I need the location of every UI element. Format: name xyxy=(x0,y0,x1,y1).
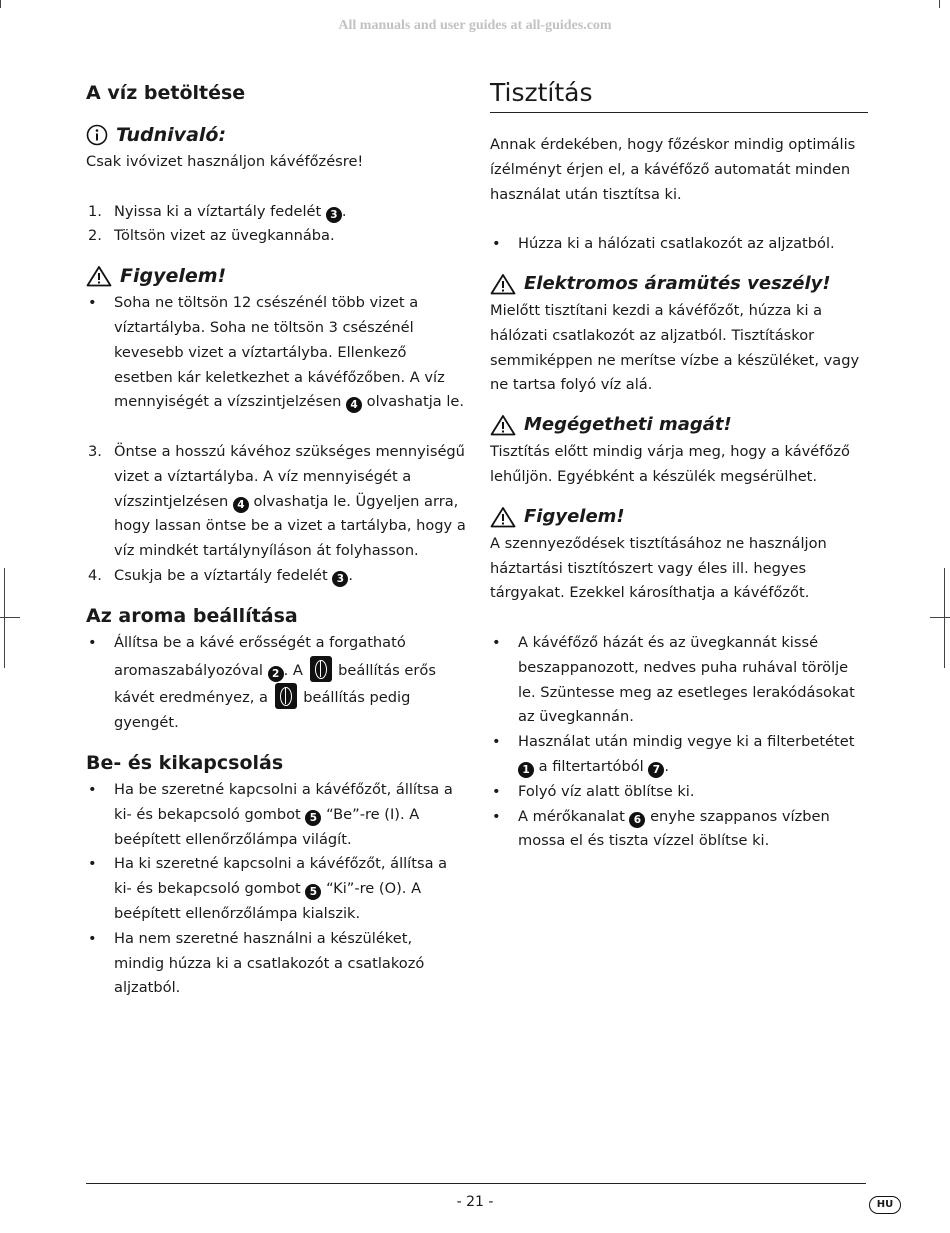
aroma-list xyxy=(86,631,466,736)
list-item xyxy=(86,631,466,736)
aroma-text: . A xyxy=(283,661,303,679)
crop-mark xyxy=(0,0,1,8)
bullet: • xyxy=(88,294,97,312)
warning-note-heading xyxy=(86,261,466,291)
unplug-list xyxy=(490,232,868,257)
list-item xyxy=(490,631,868,730)
warning-icon xyxy=(86,265,112,287)
coffee-bean-strong-icon xyxy=(310,656,332,682)
reference-number: 4 xyxy=(233,497,249,513)
language-badge: HU xyxy=(869,1196,901,1214)
cleaning-text: Használat után mindig vegye ki a filterbetétet xyxy=(518,733,855,751)
list-item xyxy=(86,291,466,415)
step-number: 4. xyxy=(88,566,102,584)
power-text: Ha ki szeretné kapcsolni a kávéfőzőt, állítsa a ki- és bekapcsoló gombot xyxy=(114,855,448,898)
list-item xyxy=(86,927,466,1001)
power-text: Ha nem szeretné használni a készüléket, mindig húzza ki a csatlakozót a csatlakozó aljzatból. xyxy=(114,929,425,997)
reference-number: 4 xyxy=(346,397,362,413)
caution-title: Figyelem! xyxy=(524,505,625,527)
shock-warning-text: Mielőtt tisztítani kezdi a kávéfőzőt, húzza ki a hálózati csatlakozót az aljzatból. Tisztításkor semmiképpen ne merítse vízbe a készüléket, vagy ne tartsa folyó víz alá. xyxy=(490,301,860,394)
cleaning-steps xyxy=(490,631,868,854)
section-title-cleaning: Tisztítás xyxy=(490,78,868,113)
list-item xyxy=(86,224,466,249)
power-text: “Ki”-re (O). A beépített ellenőrzőlámpa kialszik. xyxy=(114,880,422,922)
list-item xyxy=(86,440,466,564)
bullet: • xyxy=(492,807,501,825)
warning-note-title: Figyelem! xyxy=(120,265,227,288)
bullet: • xyxy=(492,235,501,253)
bullet: • xyxy=(492,633,501,651)
caution-heading xyxy=(490,502,868,532)
shock-warning-title: Elektromos áramütés veszély! xyxy=(524,272,831,294)
step-text-end: . xyxy=(348,566,353,584)
list-item xyxy=(86,564,466,589)
reference-number: 6 xyxy=(629,812,645,828)
water-steps-a xyxy=(86,200,466,250)
step-text: Nyissa ki a víztartály fedelét xyxy=(114,202,322,220)
reference-number: 3 xyxy=(332,571,348,587)
info-icon xyxy=(86,124,108,146)
crop-mark xyxy=(4,568,5,668)
step-text: Töltsön vizet az üvegkannába. xyxy=(114,227,335,245)
reference-number: 5 xyxy=(305,810,321,826)
section-heading-power: Be- és kikapcsolás xyxy=(86,751,284,774)
bullet: • xyxy=(492,733,501,751)
aroma-text: beállítás pedig gyengét. xyxy=(114,689,411,732)
list-item xyxy=(490,805,868,855)
list-item xyxy=(490,780,868,805)
crop-mark xyxy=(930,617,950,618)
shock-warning-heading xyxy=(490,269,868,299)
reference-number: 5 xyxy=(305,884,321,900)
footer-divider xyxy=(86,1183,866,1184)
list-item xyxy=(86,778,466,852)
aroma-text: beállítás erős kávét eredményez, a xyxy=(114,661,436,707)
info-note-heading xyxy=(86,120,466,150)
reference-number: 1 xyxy=(518,762,534,778)
cleaning-text: A mérőkanalat xyxy=(518,807,625,825)
cleaning-text: enyhe szappanos vízben mossa el és tiszta vízzel öblítse ki. xyxy=(518,807,830,850)
section-heading-water: A víz betöltése xyxy=(86,82,246,104)
step-text: Öntse a hosszú kávéhoz szükséges mennyiségű vizet a víztartályba. A víz mennyiségét a vízszintjelzésen xyxy=(114,442,465,510)
bullet: • xyxy=(88,633,97,651)
bullet: • xyxy=(88,929,97,947)
reference-number: 7 xyxy=(648,762,664,778)
step-text: Csukja be a víztartály fedelét xyxy=(114,566,328,584)
coffee-bean-mild-icon xyxy=(275,683,297,709)
left-column xyxy=(86,78,466,1001)
burn-warning-heading xyxy=(490,410,868,440)
burn-warning-text: Tisztítás előtt mindig várja meg, hogy a kávéfőző lehűljön. Egyébként a készülék megsérülhet. xyxy=(490,443,850,485)
unplug-text: Húzza ki a hálózati csatlakozót az aljzatból. xyxy=(518,235,835,253)
reference-number: 2 xyxy=(268,666,284,682)
bullet: • xyxy=(492,782,501,800)
warning-icon xyxy=(490,273,516,295)
list-item xyxy=(86,852,466,926)
step-number: 3. xyxy=(88,442,102,460)
water-steps-b xyxy=(86,440,466,589)
cleaning-intro: Annak érdekében, hogy főzéskor mindig optimális ízélményt érjen el, a kávéfőző automatát minden használat után tisztítsa ki. xyxy=(490,136,856,203)
list-item xyxy=(490,232,868,257)
warning-icon xyxy=(490,506,516,528)
burn-warning-title: Megégetheti magát! xyxy=(524,414,732,436)
power-text: “Be”-re (I). A beépített ellenőrzőlámpa világít. xyxy=(114,805,420,848)
cleaning-text: Folyó víz alatt öblítse ki. xyxy=(518,782,695,800)
info-note-title: Tudnivaló: xyxy=(116,124,227,146)
cleaning-text-end: . xyxy=(664,757,670,775)
step-number: 2. xyxy=(88,227,102,245)
warning-list xyxy=(86,291,466,415)
caution-text: A szennyeződések tisztításához ne használjon háztartási tisztítószert vagy éles ill. hegyes tárgyakat. Ezekkel károsíthatja a kávéfőzőt. xyxy=(490,534,827,602)
step-text-end: olvashatja le. Ügyeljen arra, hogy lassan öntse be a vizet a tartályba, hogy a víz mindkét tartálynyíláson át folyhasson. xyxy=(114,492,466,560)
cleaning-text: a filtertartóból xyxy=(538,757,644,775)
power-list xyxy=(86,778,466,1001)
info-note-text: Csak ivóvizet használjon kávéfőzésre! xyxy=(86,153,364,170)
warning-text: Soha ne töltsön 12 csészénél több vizet a víztartályba. Soha ne töltsön 3 csészénél kevesebb vizet a víztartályba. Ellenkező esetben kár keletkezhet a kávéfőzőben. A víz mennyiségét a vízszintjelzésen xyxy=(114,294,445,411)
list-item xyxy=(86,200,466,225)
step-text-end: . xyxy=(341,202,347,220)
page-number: - 21 - xyxy=(456,1194,494,1210)
bullet: • xyxy=(88,855,97,873)
step-number: 1. xyxy=(88,202,102,220)
right-column xyxy=(490,78,868,854)
warning-text-end: olvashatja le. xyxy=(366,393,465,411)
bullet: • xyxy=(88,780,97,798)
reference-number: 3 xyxy=(326,207,342,223)
power-text: Ha be szeretné kapcsolni a kávéfőzőt, állítsa a ki- és bekapcsoló gombot xyxy=(114,780,453,823)
warning-icon xyxy=(490,414,516,436)
crop-mark xyxy=(0,617,20,618)
list-item xyxy=(490,730,868,780)
cleaning-text: A kávéfőző házát és az üvegkannát kissé beszappanozott, nedves puha ruhával törölje le. Szüntesse meg az esetleges lerakódásokat az üvegkannán. xyxy=(518,633,855,726)
crop-mark xyxy=(944,568,945,668)
aroma-text: Állítsa be a kávé erősségét a forgatható aromaszabályozóval xyxy=(114,633,406,679)
watermark: All manuals and user guides at all-guides.com xyxy=(338,18,612,33)
crop-mark xyxy=(939,0,940,8)
section-heading-aroma: Az aroma beállítása xyxy=(86,604,298,627)
